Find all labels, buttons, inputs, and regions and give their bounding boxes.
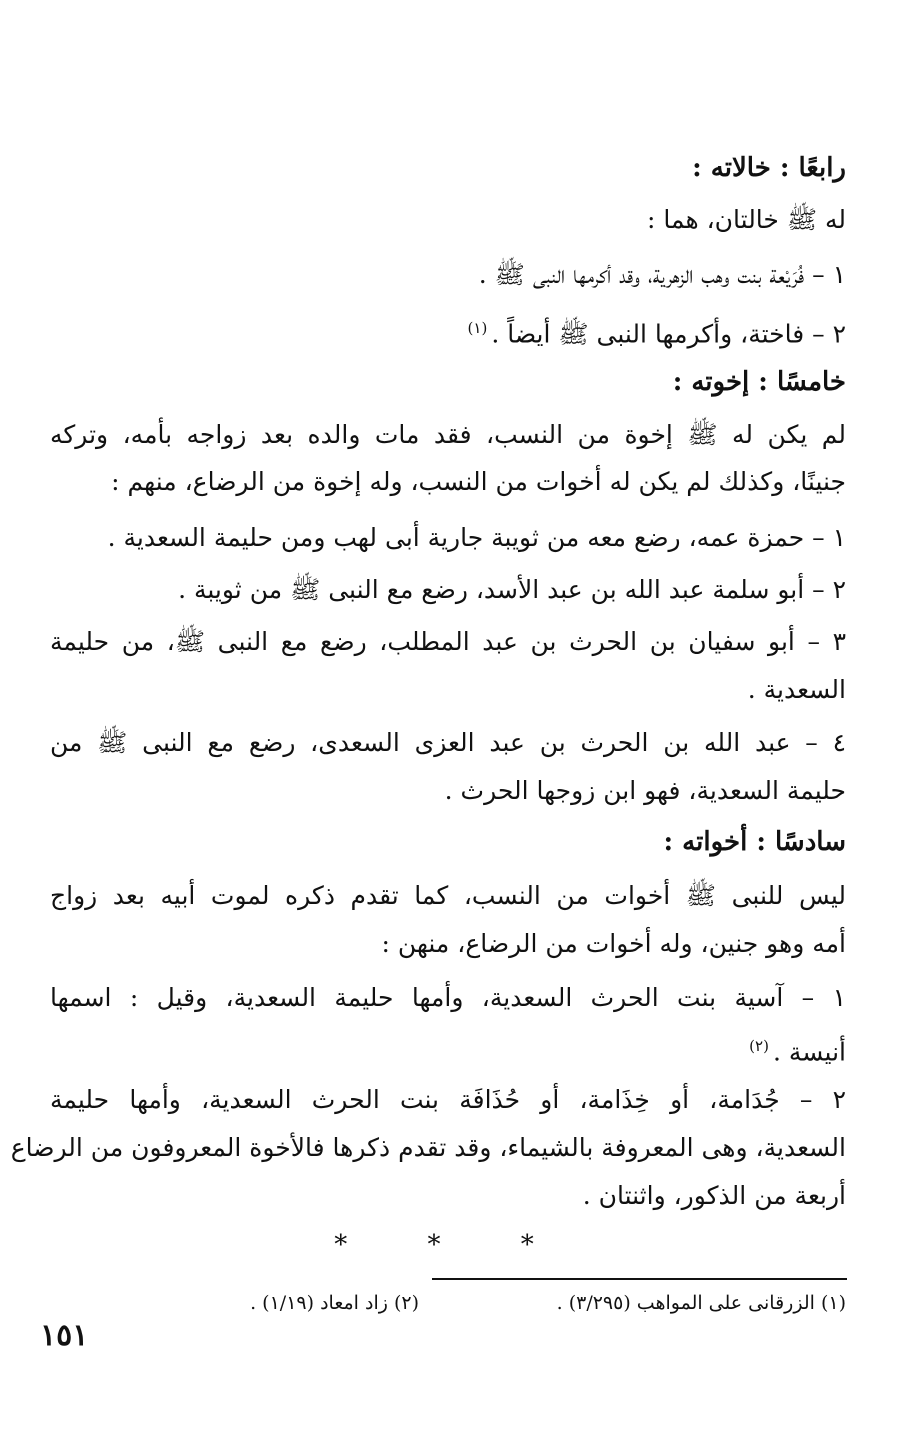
aunts-item-2-text: ٢ – فاختة، وأكرمها النبى ﷺ أيضاً . [491, 319, 846, 349]
page-number: ١٥١ [40, 1318, 89, 1353]
brothers-item-2: ٢ – أبو سلمة عبد الله بن عبد الأسد، رضع مع النبى ﷺ من ثويبة . [178, 575, 846, 604]
brothers-item-3-line-1: ٣ – أبو سفيان بن الحرث بن عبد المطلب، رضع مع النبى ﷺ، من حليمة [50, 627, 846, 656]
footnote-rule [432, 1278, 847, 1280]
section-heading-brothers: خامسًا : إخوته : [672, 367, 846, 397]
brothers-item-4-line-1: ٤ – عبد الله بن الحرث بن عبد العزى السعدى، رضع مع النبى ﷺ من [50, 728, 846, 757]
sisters-item-2-line-3: أربعة من الذكور، واثنتان . [582, 1181, 846, 1210]
sisters-item-2-line-2: السعدية، وهى المعروفة بالشيماء، وقد تقدم ذكرها فالأخوة المعروفون من الرضاع [10, 1133, 846, 1162]
aunts-item-1: ١ – فُرَيْعة بنت وهب الزهرية، وقد أكرمها النبى ﷺ . [478, 260, 846, 289]
brothers-item-1: ١ – حمزة عمه، رضع معه من ثويبة جارية أبى لهب ومن حليمة السعدية . [107, 523, 846, 552]
sisters-item-2-line-1: ٢ – جُدَامة، أو خِذَامة، أو حُذَافَة بنت الحرث السعدية، وأمها حليمة [50, 1085, 846, 1114]
sisters-item-1-line-1: ١ – آسية بنت الحرث السعدية، وأمها حليمة السعدية، وقيل : اسمها [50, 983, 846, 1012]
footnote-ref-1: (١) [467, 319, 488, 337]
footnote-2: (٢) زاد امعاد (١/١٩) . [250, 1292, 419, 1314]
sisters-intro-line-2: أمه وهو جنين، وله أخوات من الرضاع، منهن : [381, 929, 846, 958]
sisters-intro-line-1: ليس للنبى ﷺ أخوات من النسب، كما تقدم ذكره لموت أبيه بعد زواج [50, 881, 846, 910]
footnote-1: (١) الزرقانى على المواهب (٣/٢٩٥) . [556, 1292, 846, 1314]
brothers-intro-line-1: لم يكن له ﷺ إخوة من النسب، فقد مات والده بعد زواجه بأمه، وتركه [50, 420, 846, 449]
sisters-item-1-line-2-text: أنيسة . [772, 1037, 846, 1067]
section-heading-sisters: سادسًا : أخواته : [663, 827, 846, 857]
aunts-item-2 [50, 308, 846, 354]
section-heading-aunts: رابعًا : خالاته : [692, 153, 846, 183]
brothers-intro-line-2: جنينًا، وكذلك لم يكن له أخوات من النسب، وله إخوة من الرضاع، منهم : [111, 467, 846, 496]
sisters-item-1-line-2 [50, 1026, 846, 1072]
aunts-intro: له ﷺ خالتان، هما : [647, 205, 846, 234]
brothers-item-4-line-2: حليمة السعدية، فهو ابن زوجها الحرث . [444, 776, 846, 805]
brothers-item-3-line-2: السعدية . [747, 675, 846, 704]
section-separator: * * * [334, 1230, 570, 1260]
footnote-ref-2: (٢) [749, 1037, 769, 1055]
